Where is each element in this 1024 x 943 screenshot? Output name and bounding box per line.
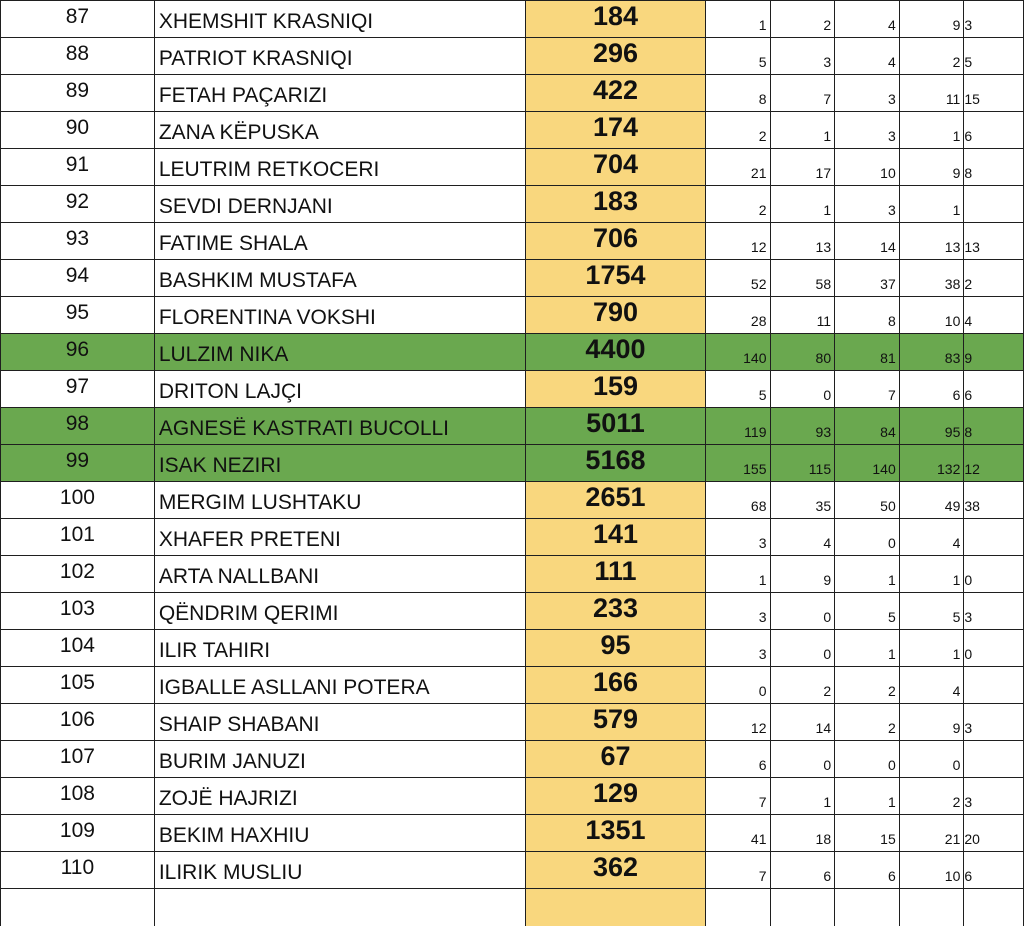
table-row[interactable] [1, 371, 1024, 408]
candidate-name-cell[interactable]: FETAH PAÇARIZI [154, 75, 525, 112]
votes-cell-2[interactable]: 14 [770, 704, 835, 741]
votes-cell-1[interactable]: 6 [705, 741, 770, 778]
votes-cell-5[interactable]: 2 [964, 260, 1024, 297]
votes-cell-1[interactable]: 1 [705, 556, 770, 593]
votes-cell-5[interactable] [964, 667, 1024, 704]
votes-cell-1[interactable]: 41 [705, 815, 770, 852]
row-number-cell[interactable]: 95 [1, 297, 155, 334]
row-number-cell[interactable]: 97 [1, 371, 155, 408]
row-number-cell[interactable]: 109 [1, 815, 155, 852]
votes-cell-2[interactable]: 58 [770, 260, 835, 297]
table-row[interactable] [1, 1, 1024, 38]
votes-cell-5[interactable]: 8 [964, 408, 1024, 445]
votes-cell-4[interactable]: 4 [899, 519, 964, 556]
candidate-name-cell[interactable]: ILIR TAHIRI [154, 630, 525, 667]
votes-cell-1[interactable]: 155 [705, 445, 770, 482]
votes-cell-3[interactable]: 6 [835, 852, 900, 889]
votes-cell-4[interactable]: 9 [899, 149, 964, 186]
votes-cell-5[interactable] [964, 186, 1024, 223]
row-number-cell[interactable]: 92 [1, 186, 155, 223]
votes-cell-3[interactable]: 4 [835, 1, 900, 38]
votes-cell-1[interactable]: 28 [705, 297, 770, 334]
votes-cell-4[interactable]: 1 [899, 630, 964, 667]
votes-cell-4[interactable]: 49 [899, 482, 964, 519]
table-row[interactable] [1, 556, 1024, 593]
votes-cell-3[interactable]: 1 [835, 556, 900, 593]
total-votes-cell[interactable]: 67 [526, 741, 706, 778]
votes-cell-5[interactable]: 0 [964, 556, 1024, 593]
votes-cell-5[interactable]: 8 [964, 149, 1024, 186]
candidate-name-cell[interactable]: QËNDRIM QERIMI [154, 593, 525, 630]
votes-cell-3[interactable]: 8 [835, 297, 900, 334]
votes-cell-2[interactable]: 0 [770, 630, 835, 667]
row-number-cell[interactable]: 98 [1, 408, 155, 445]
candidate-name-cell[interactable]: AGNESË KASTRATI BUCOLLI [154, 408, 525, 445]
row-number-cell[interactable]: 96 [1, 334, 155, 371]
votes-cell-1[interactable]: 119 [705, 408, 770, 445]
table-row[interactable] [1, 852, 1024, 889]
table-row[interactable] [1, 75, 1024, 112]
votes-cell-5[interactable]: 3 [964, 1, 1024, 38]
votes-cell-5[interactable] [964, 519, 1024, 556]
votes-cell-2[interactable]: 6 [770, 852, 835, 889]
votes-cell-4[interactable]: 2 [899, 38, 964, 75]
table-row[interactable] [1, 38, 1024, 75]
row-number-cell[interactable]: 87 [1, 1, 155, 38]
total-votes-cell[interactable]: 2651 [526, 482, 706, 519]
candidate-name-cell[interactable]: IGBALLE ASLLANI POTERA [154, 667, 525, 704]
votes-cell-5[interactable]: 9 [964, 334, 1024, 371]
votes-cell-2[interactable]: 115 [770, 445, 835, 482]
candidate-name-cell[interactable]: ZANA KËPUSKA [154, 112, 525, 149]
total-votes-cell[interactable]: 183 [526, 186, 706, 223]
votes-cell-3[interactable]: 2 [835, 667, 900, 704]
votes-cell-4[interactable]: 9 [899, 1, 964, 38]
table-row[interactable] [1, 297, 1024, 334]
total-votes-cell[interactable]: 174 [526, 112, 706, 149]
row-number-cell[interactable]: 106 [1, 704, 155, 741]
table-row[interactable] [1, 593, 1024, 630]
votes-cell-1[interactable]: 0 [705, 667, 770, 704]
votes-cell-5[interactable]: 3 [964, 778, 1024, 815]
total-votes-cell[interactable]: 1754 [526, 260, 706, 297]
table-row[interactable] [1, 186, 1024, 223]
empty-cell[interactable] [705, 889, 770, 926]
votes-cell-4[interactable]: 2 [899, 778, 964, 815]
votes-cell-1[interactable]: 21 [705, 149, 770, 186]
table-row[interactable] [1, 482, 1024, 519]
votes-cell-5[interactable]: 0 [964, 630, 1024, 667]
votes-cell-2[interactable]: 13 [770, 223, 835, 260]
votes-cell-5[interactable]: 6 [964, 852, 1024, 889]
total-votes-cell[interactable]: 5168 [526, 445, 706, 482]
table-row[interactable] [1, 519, 1024, 556]
votes-cell-3[interactable]: 4 [835, 38, 900, 75]
votes-cell-4[interactable]: 10 [899, 852, 964, 889]
votes-cell-2[interactable]: 9 [770, 556, 835, 593]
votes-cell-2[interactable]: 80 [770, 334, 835, 371]
votes-cell-1[interactable]: 8 [705, 75, 770, 112]
total-votes-cell[interactable]: 790 [526, 297, 706, 334]
votes-cell-1[interactable]: 12 [705, 704, 770, 741]
total-votes-cell[interactable]: 111 [526, 556, 706, 593]
row-number-cell[interactable]: 100 [1, 482, 155, 519]
votes-cell-1[interactable]: 3 [705, 593, 770, 630]
row-number-cell[interactable]: 93 [1, 223, 155, 260]
table-row[interactable] [1, 667, 1024, 704]
votes-cell-3[interactable]: 5 [835, 593, 900, 630]
row-number-cell[interactable]: 104 [1, 630, 155, 667]
candidate-name-cell[interactable]: FATIME SHALA [154, 223, 525, 260]
table-row[interactable] [1, 704, 1024, 741]
votes-cell-4[interactable]: 21 [899, 815, 964, 852]
total-votes-cell[interactable]: 159 [526, 371, 706, 408]
candidate-name-cell[interactable]: BURIM JANUZI [154, 741, 525, 778]
votes-cell-3[interactable]: 14 [835, 223, 900, 260]
candidate-name-cell[interactable]: LEUTRIM RETKOCERI [154, 149, 525, 186]
row-number-cell[interactable]: 101 [1, 519, 155, 556]
candidate-name-cell[interactable]: XHAFER PRETENI [154, 519, 525, 556]
votes-cell-2[interactable]: 2 [770, 1, 835, 38]
row-number-cell[interactable]: 99 [1, 445, 155, 482]
votes-cell-5[interactable]: 13 [964, 223, 1024, 260]
total-votes-cell[interactable]: 1351 [526, 815, 706, 852]
total-votes-cell[interactable]: 296 [526, 38, 706, 75]
table-row[interactable] [1, 260, 1024, 297]
candidate-name-cell[interactable]: DRITON LAJÇI [154, 371, 525, 408]
votes-cell-3[interactable]: 81 [835, 334, 900, 371]
votes-cell-5[interactable]: 6 [964, 112, 1024, 149]
votes-cell-1[interactable]: 140 [705, 334, 770, 371]
candidate-name-cell[interactable]: SEVDI DERNJANI [154, 186, 525, 223]
row-number-cell[interactable]: 103 [1, 593, 155, 630]
votes-cell-3[interactable]: 1 [835, 630, 900, 667]
table-row[interactable] [1, 778, 1024, 815]
votes-cell-3[interactable]: 84 [835, 408, 900, 445]
votes-cell-2[interactable]: 2 [770, 667, 835, 704]
empty-cell[interactable] [899, 889, 964, 926]
table-row[interactable] [1, 149, 1024, 186]
empty-cell[interactable] [154, 889, 525, 926]
votes-cell-3[interactable]: 3 [835, 186, 900, 223]
votes-cell-5[interactable]: 3 [964, 704, 1024, 741]
votes-cell-2[interactable]: 11 [770, 297, 835, 334]
empty-cell[interactable] [835, 889, 900, 926]
votes-cell-4[interactable]: 13 [899, 223, 964, 260]
total-votes-cell[interactable]: 141 [526, 519, 706, 556]
total-votes-cell[interactable]: 706 [526, 223, 706, 260]
total-votes-cell[interactable]: 184 [526, 1, 706, 38]
votes-cell-5[interactable]: 20 [964, 815, 1024, 852]
votes-cell-3[interactable]: 15 [835, 815, 900, 852]
votes-cell-1[interactable]: 68 [705, 482, 770, 519]
votes-cell-2[interactable]: 17 [770, 149, 835, 186]
votes-cell-2[interactable]: 4 [770, 519, 835, 556]
votes-cell-1[interactable]: 2 [705, 112, 770, 149]
votes-cell-4[interactable]: 1 [899, 556, 964, 593]
votes-cell-1[interactable]: 1 [705, 1, 770, 38]
candidate-name-cell[interactable]: SHAIP SHABANI [154, 704, 525, 741]
candidate-name-cell[interactable]: ISAK NEZIRI [154, 445, 525, 482]
votes-cell-1[interactable]: 2 [705, 186, 770, 223]
votes-cell-2[interactable]: 7 [770, 75, 835, 112]
votes-cell-4[interactable]: 83 [899, 334, 964, 371]
votes-cell-1[interactable]: 7 [705, 852, 770, 889]
candidate-name-cell[interactable]: FLORENTINA VOKSHI [154, 297, 525, 334]
total-votes-cell[interactable]: 5011 [526, 408, 706, 445]
candidate-name-cell[interactable]: PATRIOT KRASNIQI [154, 38, 525, 75]
candidate-name-cell[interactable]: ZOJË HAJRIZI [154, 778, 525, 815]
votes-cell-2[interactable]: 1 [770, 112, 835, 149]
votes-cell-4[interactable]: 11 [899, 75, 964, 112]
row-number-cell[interactable]: 105 [1, 667, 155, 704]
votes-cell-3[interactable]: 37 [835, 260, 900, 297]
table-body [1, 1, 1024, 926]
votes-cell-5[interactable]: 4 [964, 297, 1024, 334]
votes-cell-3[interactable]: 1 [835, 778, 900, 815]
row-number-cell[interactable]: 89 [1, 75, 155, 112]
votes-cell-3[interactable]: 140 [835, 445, 900, 482]
votes-cell-1[interactable]: 12 [705, 223, 770, 260]
table-row[interactable] [1, 334, 1024, 371]
row-number-cell[interactable]: 91 [1, 149, 155, 186]
row-number-cell[interactable]: 108 [1, 778, 155, 815]
row-number-cell[interactable]: 88 [1, 38, 155, 75]
votes-cell-1[interactable]: 3 [705, 630, 770, 667]
empty-cell[interactable] [526, 889, 706, 926]
votes-cell-4[interactable]: 5 [899, 593, 964, 630]
votes-cell-2[interactable]: 0 [770, 741, 835, 778]
table-row[interactable] [1, 445, 1024, 482]
votes-cell-1[interactable]: 5 [705, 371, 770, 408]
votes-cell-2[interactable]: 0 [770, 593, 835, 630]
row-number-cell[interactable]: 110 [1, 852, 155, 889]
votes-cell-1[interactable]: 7 [705, 778, 770, 815]
votes-cell-3[interactable]: 7 [835, 371, 900, 408]
candidate-name-cell[interactable]: BEKIM HAXHIU [154, 815, 525, 852]
votes-cell-5[interactable]: 12 [964, 445, 1024, 482]
votes-cell-3[interactable]: 10 [835, 149, 900, 186]
votes-cell-2[interactable]: 1 [770, 186, 835, 223]
total-votes-cell[interactable]: 422 [526, 75, 706, 112]
votes-cell-4[interactable]: 10 [899, 297, 964, 334]
row-number-cell[interactable]: 107 [1, 741, 155, 778]
table-row[interactable] [1, 815, 1024, 852]
total-votes-cell[interactable]: 4400 [526, 334, 706, 371]
votes-cell-4[interactable]: 9 [899, 704, 964, 741]
votes-cell-2[interactable]: 35 [770, 482, 835, 519]
table-row[interactable] [1, 223, 1024, 260]
votes-cell-2[interactable]: 1 [770, 778, 835, 815]
votes-cell-2[interactable]: 93 [770, 408, 835, 445]
votes-cell-3[interactable]: 3 [835, 75, 900, 112]
candidate-name-cell[interactable]: ILIRIK MUSLIU [154, 852, 525, 889]
candidate-name-cell[interactable]: MERGIM LUSHTAKU [154, 482, 525, 519]
votes-cell-4[interactable]: 1 [899, 112, 964, 149]
votes-cell-2[interactable]: 0 [770, 371, 835, 408]
candidate-name-cell[interactable]: XHEMSHIT KRASNIQI [154, 1, 525, 38]
total-votes-cell[interactable]: 704 [526, 149, 706, 186]
empty-row[interactable] [1, 889, 1024, 926]
total-votes-cell[interactable]: 95 [526, 630, 706, 667]
votes-cell-5[interactable]: 3 [964, 593, 1024, 630]
total-votes-cell[interactable]: 362 [526, 852, 706, 889]
candidate-name-cell[interactable]: LULZIM NIKA [154, 334, 525, 371]
candidate-name-cell[interactable]: ARTA NALLBANI [154, 556, 525, 593]
votes-cell-1[interactable]: 52 [705, 260, 770, 297]
votes-cell-5[interactable]: 38 [964, 482, 1024, 519]
votes-cell-3[interactable]: 0 [835, 741, 900, 778]
table-row[interactable] [1, 630, 1024, 667]
votes-cell-3[interactable]: 2 [835, 704, 900, 741]
votes-cell-4[interactable]: 132 [899, 445, 964, 482]
votes-cell-5[interactable]: 5 [964, 38, 1024, 75]
votes-cell-5[interactable]: 15 [964, 75, 1024, 112]
votes-cell-3[interactable]: 50 [835, 482, 900, 519]
votes-cell-2[interactable]: 3 [770, 38, 835, 75]
table-row[interactable] [1, 741, 1024, 778]
votes-cell-2[interactable]: 18 [770, 815, 835, 852]
row-number-cell[interactable]: 102 [1, 556, 155, 593]
votes-cell-1[interactable]: 5 [705, 38, 770, 75]
votes-cell-4[interactable]: 6 [899, 371, 964, 408]
table-row[interactable] [1, 112, 1024, 149]
votes-cell-3[interactable]: 3 [835, 112, 900, 149]
total-votes-cell[interactable]: 129 [526, 778, 706, 815]
votes-cell-1[interactable]: 3 [705, 519, 770, 556]
votes-cell-3[interactable]: 0 [835, 519, 900, 556]
table-row[interactable] [1, 408, 1024, 445]
empty-cell[interactable] [1, 889, 155, 926]
votes-cell-4[interactable]: 38 [899, 260, 964, 297]
votes-cell-4[interactable]: 4 [899, 667, 964, 704]
candidate-name-cell[interactable]: BASHKIM MUSTAFA [154, 260, 525, 297]
votes-cell-4[interactable]: 0 [899, 741, 964, 778]
votes-cell-5[interactable] [964, 741, 1024, 778]
votes-cell-4[interactable]: 1 [899, 186, 964, 223]
row-number-cell[interactable]: 94 [1, 260, 155, 297]
row-number-cell[interactable]: 90 [1, 112, 155, 149]
total-votes-cell[interactable]: 166 [526, 667, 706, 704]
total-votes-cell[interactable]: 579 [526, 704, 706, 741]
total-votes-cell[interactable]: 233 [526, 593, 706, 630]
votes-cell-4[interactable]: 95 [899, 408, 964, 445]
empty-cell[interactable] [770, 889, 835, 926]
votes-cell-5[interactable]: 6 [964, 371, 1024, 408]
empty-cell[interactable] [964, 889, 1024, 926]
